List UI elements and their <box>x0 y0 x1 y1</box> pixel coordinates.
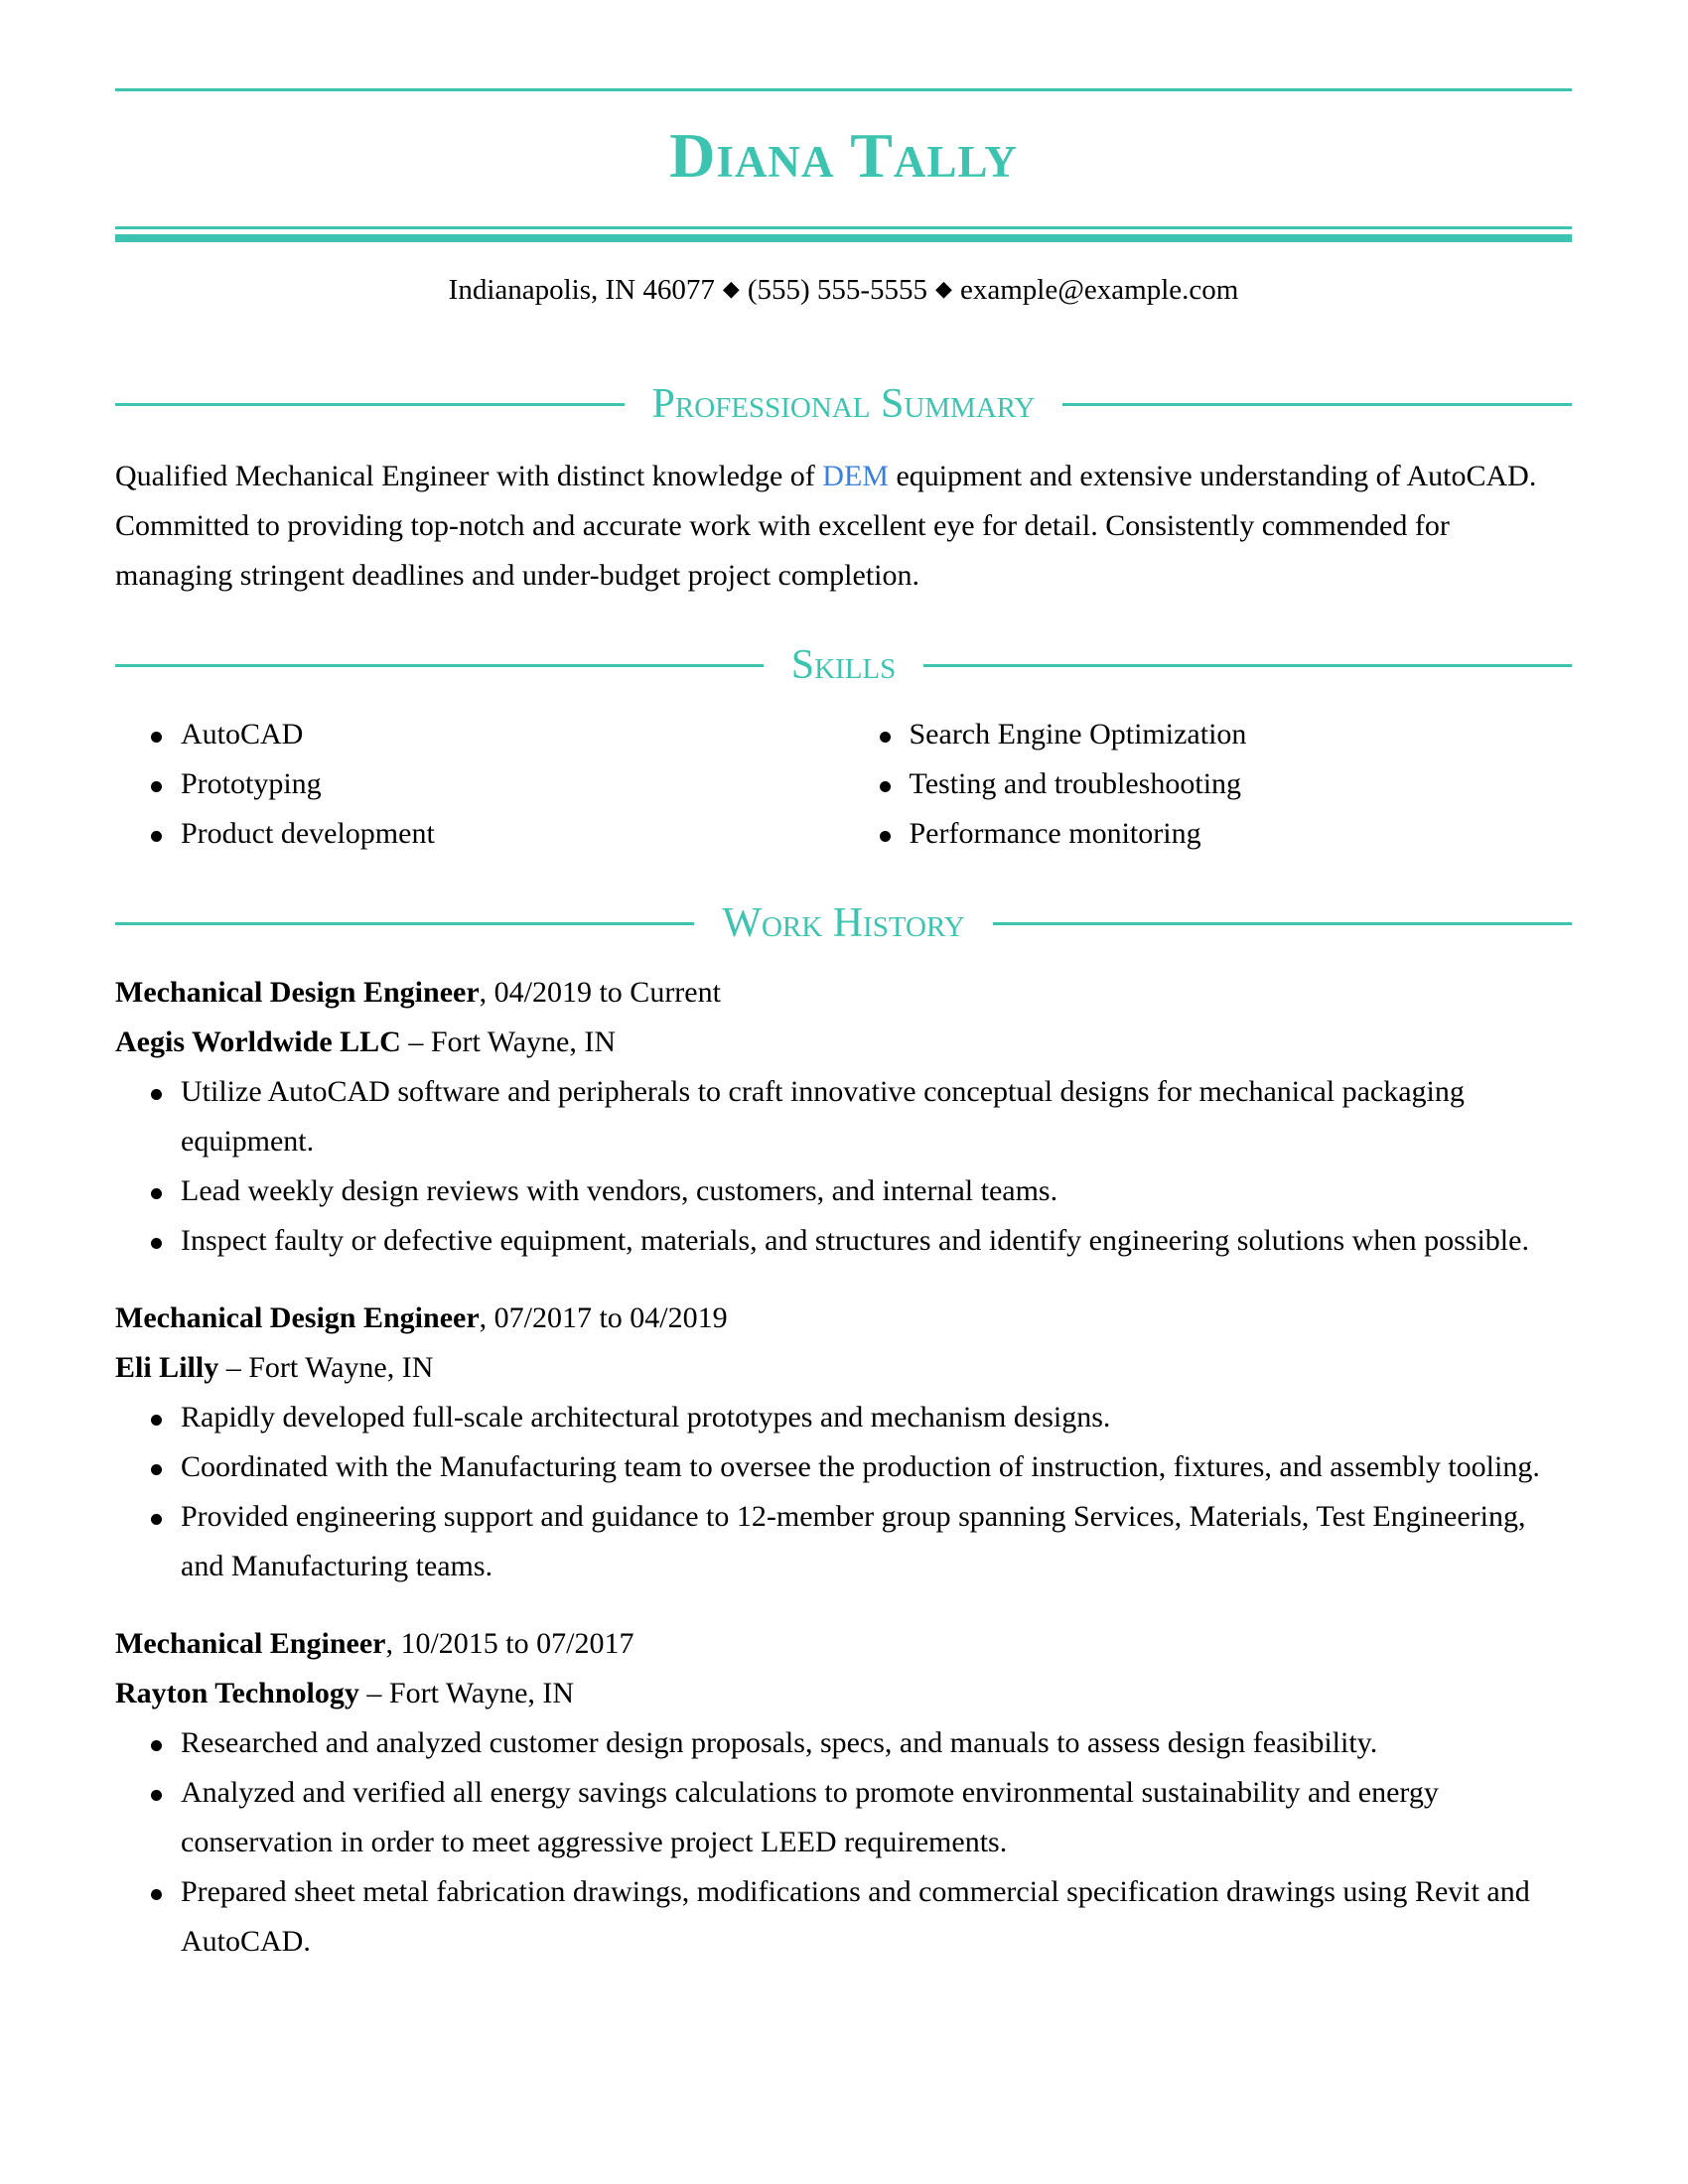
job-title-line <box>115 1619 1572 1669</box>
skill-item: AutoCAD <box>115 710 844 759</box>
heading-rule-left <box>115 403 625 406</box>
job-dates: , 10/2015 to 07/2017 <box>385 1627 634 1660</box>
job-bullet: Coordinated with the Manufacturing team to oversee the production of instruction, fixtures, and assembly tooling. <box>115 1442 1555 1492</box>
section-heading-skills <box>115 640 1572 690</box>
job-bullet: Prepared sheet metal fabrication drawings, modifications and commercial specification drawings using Revit and AutoCAD. <box>115 1867 1555 1967</box>
skills-column-left <box>115 710 844 859</box>
job-location: – Fort Wayne, IN <box>358 1677 575 1709</box>
diamond-separator-icon: ◆ <box>722 276 740 301</box>
job-bullet: Utilize AutoCAD software and peripherals to craft innovative conceptual designs for mechanical packaging equipment. <box>115 1067 1555 1166</box>
job-location: – Fort Wayne, IN <box>218 1351 434 1384</box>
dem-link[interactable]: DEM <box>822 460 889 492</box>
job-bullet: Analyzed and verified all energy savings calculations to promote environmental sustainability and energy conservation in order to meet aggressive project LEED requirements. <box>115 1768 1555 1867</box>
section-heading-work-history <box>115 898 1572 948</box>
job-title: Mechanical Design Engineer <box>115 976 480 1009</box>
header-top-rule <box>115 88 1572 91</box>
heading-rule-left <box>115 664 764 667</box>
header-thin-rule <box>115 226 1572 229</box>
job-entry <box>115 1619 1572 1967</box>
summary-text: equipment and extensive understanding of AutoCAD. Committed to providing top-notch and accurate work with excellent eye for detail. Consistently commended for managing stringent deadlines and under-budget project completion. <box>115 460 1537 592</box>
job-bullet: Lead weekly design reviews with vendors, customers, and internal teams. <box>115 1166 1555 1216</box>
summary-paragraph <box>115 452 1555 601</box>
job-company: Eli Lilly <box>115 1351 219 1384</box>
contact-email[interactable]: example@example.com <box>959 274 1239 306</box>
job-bullets <box>115 1393 1555 1591</box>
section-title: Work History <box>722 900 965 946</box>
job-bullet: Rapidly developed full-scale architectural prototypes and mechanism designs. <box>115 1393 1555 1442</box>
section-heading-summary <box>115 379 1572 429</box>
job-bullet: Researched and analyzed customer design proposals, specs, and manuals to assess design feasibility. <box>115 1718 1555 1768</box>
job-title-line <box>115 1294 1572 1343</box>
contact-phone: (555) 555-5555 <box>747 274 928 306</box>
skills-list <box>115 710 1572 859</box>
heading-rule-right <box>993 922 1572 925</box>
heading-rule-right <box>923 664 1572 667</box>
job-entry <box>115 968 1572 1266</box>
job-company-line <box>115 1018 1572 1067</box>
job-title: Mechanical Design Engineer <box>115 1301 480 1334</box>
job-company: Rayton Technology <box>115 1677 359 1709</box>
job-bullet: Inspect faulty or defective equipment, materials, and structures and identify engineering solutions when possible. <box>115 1216 1555 1266</box>
skill-item: Prototyping <box>115 759 844 809</box>
contact-location: Indianapolis, IN 46077 <box>448 274 715 306</box>
skill-item: Product development <box>115 809 844 859</box>
candidate-name: Diana Tally <box>669 120 1018 191</box>
summary-text: Qualified Mechanical Engineer with distinct knowledge of <box>115 460 823 492</box>
heading-rule-left <box>115 922 694 925</box>
diamond-separator-icon: ◆ <box>935 276 952 301</box>
heading-rule-right <box>1062 403 1572 406</box>
job-dates: , 07/2017 to 04/2019 <box>479 1301 728 1334</box>
job-entry <box>115 1294 1572 1591</box>
skills-column-right <box>844 710 1573 859</box>
contact-line <box>115 270 1572 312</box>
section-title: Professional Summary <box>651 381 1036 427</box>
job-bullets <box>115 1718 1555 1967</box>
job-bullets <box>115 1067 1555 1266</box>
job-location: – Fort Wayne, IN <box>400 1025 616 1058</box>
job-dates: , 04/2019 to Current <box>479 976 721 1009</box>
job-company-line <box>115 1669 1572 1718</box>
section-title: Skills <box>790 642 897 688</box>
job-bullet: Provided engineering support and guidance to 12-member group spanning Services, Materials, Test Engineering, and Manufacturing teams. <box>115 1492 1555 1591</box>
job-company-line <box>115 1343 1572 1393</box>
skill-item: Testing and troubleshooting <box>844 759 1573 809</box>
job-company: Aegis Worldwide LLC <box>115 1025 401 1058</box>
work-history <box>115 968 1572 1994</box>
job-title: Mechanical Engineer <box>115 1627 386 1660</box>
skill-item: Search Engine Optimization <box>844 710 1573 759</box>
job-title-line <box>115 968 1572 1018</box>
header-thick-rule <box>115 234 1572 242</box>
skill-item: Performance monitoring <box>844 809 1573 859</box>
